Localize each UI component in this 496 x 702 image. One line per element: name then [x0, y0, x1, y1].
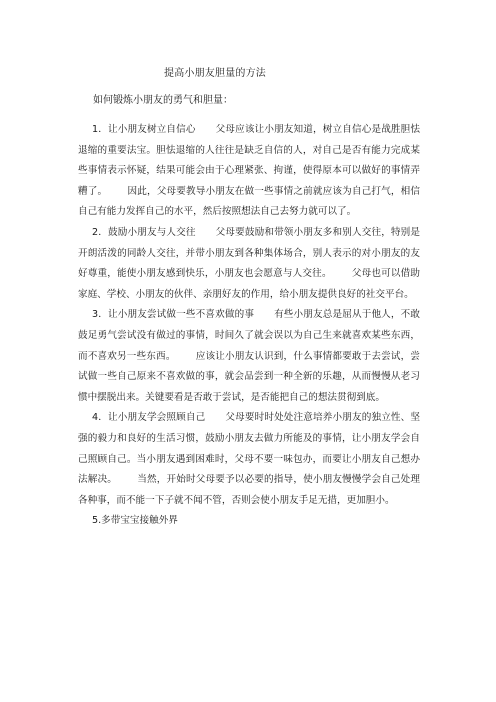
- paragraph-4-text-b: 当然，开始时父母要予以必要的指导，使小朋友慢慢学会自己处理各种事，而不能一下子就不闻不管，否则会使小朋友手足无措，更加胆小。: [78, 474, 421, 506]
- paragraph-1-text-b: 因此，父母要教导小朋友在做一些事情之前就应该为自己打气，相信自己有能力发挥自己的水平，然后按照想法自己去努力就可以了。: [78, 185, 421, 218]
- paragraph-3-text-b: 应该让小朋友认识到，什么事情都要敢于去尝试，尝试做一些自己原来不喜欢做的事，就会品尝到一种全新的乐趣，从而慢慢从老习惯中摆脱出来。关键要看是否敢于尝试，是否能把自己的想法贯彻到底。: [78, 350, 421, 403]
- paragraph-1-heading: 1．让小朋友树立自信心: [92, 124, 196, 135]
- paragraph-4: [78, 408, 420, 511]
- paragraph-2-heading: 2．鼓励小朋友与人交往: [92, 226, 196, 238]
- paragraph-2-text-a: 父母要鼓励和带领小朋友多和别人交往，特别是开朗活泼的同龄人交往，并带小朋友到各种集体场合，别人表示的对小朋友的友好尊重，能使小朋友感到快乐，小朋友也会愿意与人交往。: [78, 226, 421, 280]
- paragraph-4-text-a: 父母要时时处处注意培养小朋友的独立性、坚强的毅力和良好的生活习惯，鼓励小朋友去做力所能及的事情，让小朋友学会自己照顾自己。当小朋友遇到困难时，父母不要一味包办，而要让小朋友自己想办法解决。: [78, 412, 420, 486]
- document-title: 提高小朋友胆量的方法: [164, 68, 266, 79]
- paragraph-1: [78, 120, 420, 223]
- intro-line: 如何锻炼小朋友的勇气和胆量：: [93, 95, 233, 106]
- paragraph-4-heading: 4．让小朋友学会照顾自己: [92, 412, 206, 424]
- paragraph-3-text-a: 有些小朋友总是屈从于他人，不敢鼓足勇气尝试没有做过的事情，时间久了就会误以为自己生来就喜欢某些东西，而不喜欢另一些东西。: [78, 309, 420, 362]
- paragraph-2-text-b: 父母也可以借助家庭、学校、小朋友的伙伴、亲朋好友的作用，给小朋友提供良好的社交平台。: [78, 268, 421, 300]
- paragraph-1-text-a: 父母应该让小朋友知道，树立自信心是战胜胆怯退缩的重要法宝。胆怯退缩的人往往是缺乏自信的人，对自己是否有能力完成某些事情表示怀疑，结果可能会由于心理紧张、拘谨，使得原本可以做好的事情弄糟了。: [78, 124, 421, 197]
- document-body: [78, 120, 420, 532]
- paragraph-3: [78, 305, 420, 408]
- paragraph-3-heading: 3．让小朋友尝试做一些不喜欢做的事: [92, 309, 255, 321]
- paragraph-2: [78, 223, 420, 305]
- section-5-heading: 5.多带宝宝接触外界: [92, 515, 178, 527]
